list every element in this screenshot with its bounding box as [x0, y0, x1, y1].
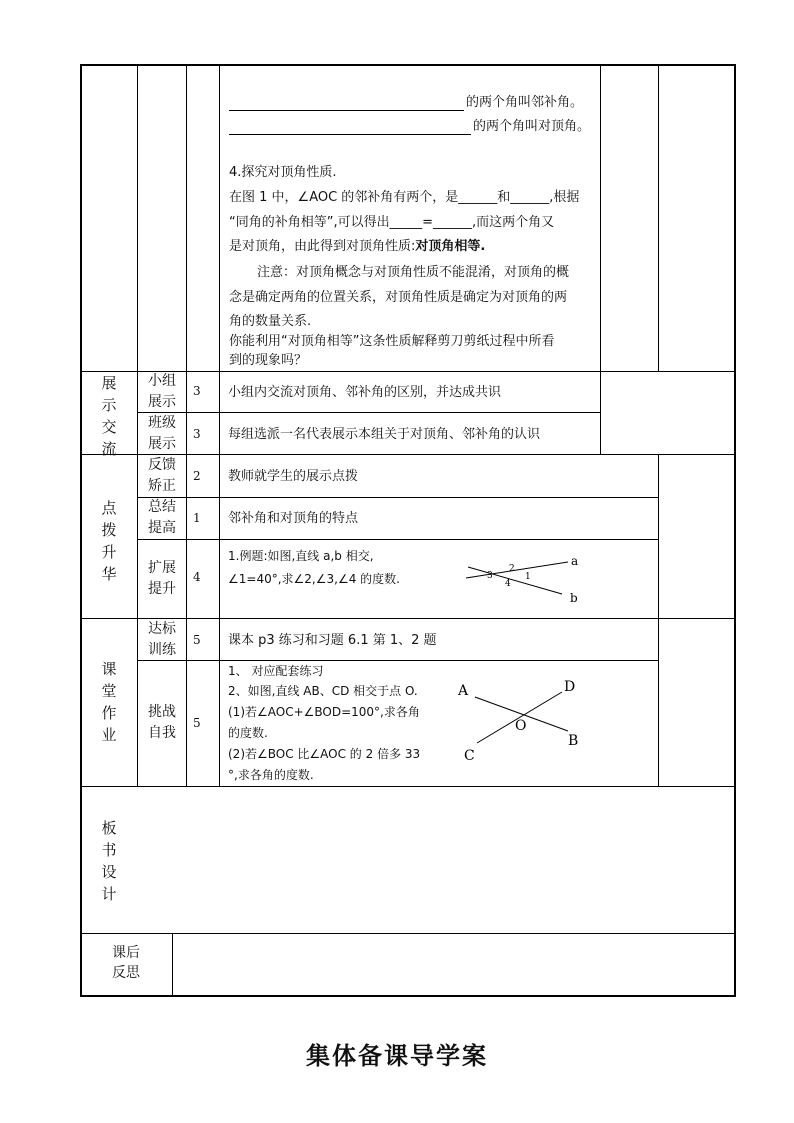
note-line1: 注意：对顶角概念与对顶角性质不能混淆，对顶角的概: [257, 265, 570, 280]
grid-right-border: [734, 64, 736, 997]
row5-sub-line1: 扩展: [148, 560, 176, 576]
figure-lines-a-b: [460, 548, 590, 606]
grid-row-7: [137, 660, 658, 661]
grid-col-section: [137, 64, 138, 786]
section4-paragraph-line1: 在图 1 中，∠AOC 的邻补角有两个，是______和______,根据: [229, 190, 580, 205]
grid-row-8: [80, 786, 736, 787]
row3-sub-label: [140, 455, 184, 497]
label-D: D: [564, 679, 576, 695]
row3-minutes: 2: [193, 469, 201, 483]
line-a: [466, 562, 568, 578]
grid-col-min: [219, 64, 220, 786]
row4-sub-label: [140, 497, 184, 539]
grid-row-9: [80, 933, 736, 934]
row2-sub-line2: 展示: [148, 436, 176, 452]
row7-content-line2: 2、如图,直线 AB、CD 相交于点 O.: [228, 684, 418, 698]
row3-sub-line1: 反馈: [148, 457, 176, 473]
grid-bottom-border: [80, 995, 736, 997]
row4-content: 邻补角和对顶角的特点: [228, 511, 359, 526]
label-a: a: [571, 554, 579, 568]
row6-content: 课本 p3 练习和习题 6.1 第 1、2 题: [228, 633, 437, 648]
label-A: A: [458, 683, 469, 699]
grid-col-extra-top: [658, 64, 659, 371]
grid-row-4: [137, 497, 658, 498]
section4-lead-text: 是对顶角，由此得到对顶角性质:: [229, 239, 416, 254]
angle-label-2: 2: [509, 564, 515, 574]
section4-paragraph-line2: “同角的补角相等”,可以得出_____=______,而这两个角又: [229, 215, 555, 230]
blank-underline-1: [229, 110, 464, 111]
grid-top-border: [80, 64, 736, 66]
row6-sub-line2: 训练: [148, 642, 176, 658]
note-line2: 念是确定两角的位置关系，对顶角性质是确定为对顶角的两: [229, 290, 568, 305]
row7-content-line4: 的度数.: [228, 726, 268, 740]
blank-underline-2: [229, 134, 471, 135]
row2-sub-label: [140, 413, 184, 455]
question-line1: 你能利用“对顶角相等”这条性质解释剪刀剪纸过程中所看: [229, 334, 555, 349]
row2-minutes: 3: [193, 427, 201, 441]
section-label-zuoye: 课堂作业: [101, 660, 117, 744]
grid-col-sub: [186, 64, 187, 786]
row4-minutes: 1: [193, 511, 201, 525]
row7-content-line5: (2)若∠BOC 比∠AOC 的 2 倍多 33: [228, 747, 421, 761]
row7-sub-label: [140, 702, 184, 744]
row5-sub-line2: 提升: [148, 581, 176, 597]
row1-minutes: 3: [193, 384, 201, 398]
row4-sub-line1: 总结: [148, 499, 176, 515]
row7-content-line6: °,求各角的度数.: [228, 768, 314, 782]
row6-sub-line1: 达标: [148, 621, 176, 637]
angle-label-4: 4: [505, 579, 511, 589]
row7-content-line1: 1、 对应配套练习: [228, 664, 324, 678]
grid-row-5: [137, 539, 658, 540]
adjacent-angle-definition: 的两个角叫邻补角。: [466, 95, 584, 110]
vertical-angle-property: 对顶角相等.: [415, 239, 486, 254]
grid-left-border: [80, 64, 82, 997]
grid-col-kehou: [172, 933, 173, 996]
row5-content-line2: ∠1=40°,求∠2,∠3,∠4 的度数.: [228, 572, 400, 586]
row1-sub-label: [140, 371, 184, 413]
row2-content: 每组选派一名代表展示本组关于对顶角、邻补角的认识: [228, 427, 541, 442]
kehou-line2: 反思: [112, 965, 140, 981]
grid-col-content-mid: [600, 371, 601, 454]
row1-sub-line1: 小组: [148, 373, 176, 389]
angle-label-1: 1: [525, 572, 531, 582]
question-line2: 到的现象吗？: [229, 353, 308, 368]
section-label-banshu: 板书设计: [101, 819, 117, 903]
section-label-zhanshi: 展示交流: [101, 374, 117, 458]
page-footer-title: 集体备课导学案: [306, 1042, 488, 1070]
section-label-dianbo: 点拨升华: [101, 499, 117, 583]
figure-lines-ab-cd: [455, 675, 595, 770]
row3-sub-line2: 矫正: [148, 478, 176, 494]
row7-sub-line2: 自我: [148, 725, 176, 741]
vertical-angle-definition: 的两个角叫对顶角。: [473, 119, 591, 134]
row3-content: 教师就学生的展示点拨: [228, 469, 359, 484]
row6-sub-label: [140, 619, 184, 661]
label-B: B: [568, 733, 579, 749]
label-O: O: [515, 718, 527, 734]
section-label-kehou: [96, 943, 156, 983]
row1-content: 小组内交流对顶角、邻补角的区别，并达成共识: [228, 385, 502, 400]
row5-sub-label: [140, 558, 184, 600]
kehou-line1: 课后: [112, 945, 140, 961]
row4-sub-line2: 提高: [148, 520, 176, 536]
angle-label-3: 3: [487, 571, 493, 581]
row2-sub-line1: 班级: [148, 415, 176, 431]
row7-minutes: 5: [193, 716, 201, 730]
label-b: b: [570, 591, 578, 605]
section4-paragraph-line3: [229, 236, 485, 258]
section4-title: 4.探究对顶角性质.: [229, 165, 337, 180]
label-C: C: [464, 748, 475, 764]
row5-content-line1: 1.例题:如图,直线 a,b 相交,: [228, 549, 374, 563]
row7-content-line3: (1)若∠AOC+∠BOD=100°,求各角: [228, 705, 420, 719]
row7-sub-line1: 挑战: [148, 704, 176, 720]
row6-minutes: 5: [193, 633, 201, 647]
line-b: [468, 567, 562, 594]
row1-sub-line2: 展示: [148, 394, 176, 410]
note-line3: 角的数量关系.: [229, 314, 312, 329]
row5-minutes: 4: [193, 570, 201, 584]
grid-col-content-low: [658, 454, 659, 786]
grid-col-content-top: [600, 64, 601, 371]
grid-row-2: [137, 412, 600, 413]
